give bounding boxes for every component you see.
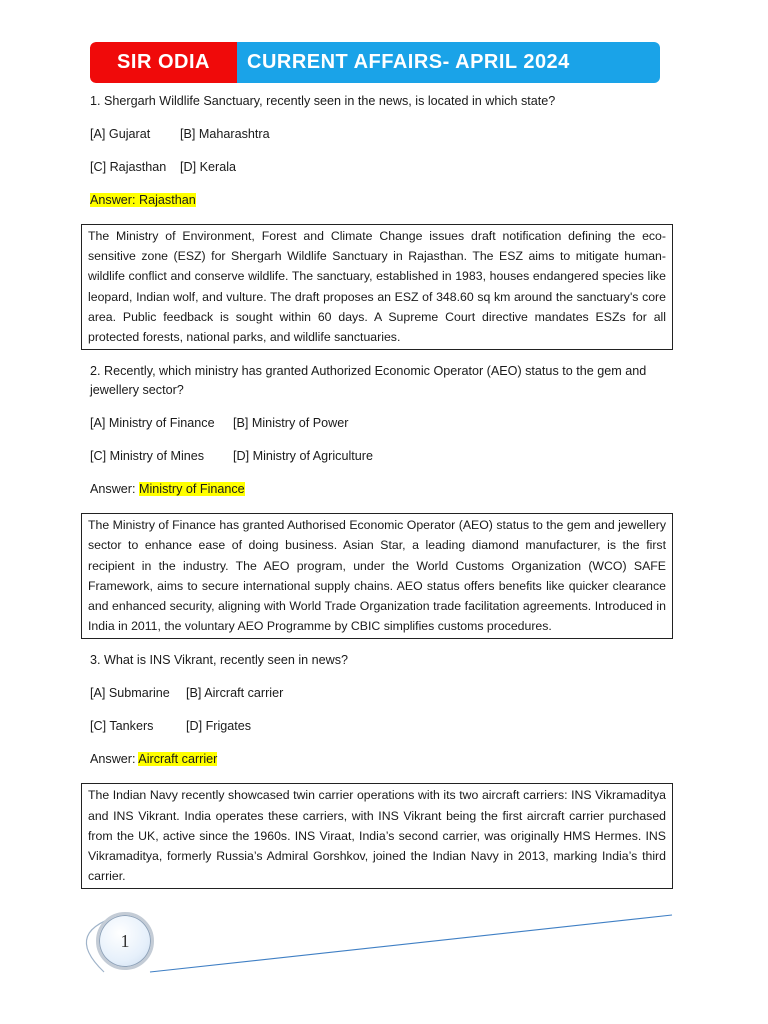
answer-highlight: Aircraft carrier	[138, 752, 218, 767]
answer-line	[90, 480, 686, 499]
answer-highlight: Answer: Rajasthan	[90, 193, 196, 207]
options-row	[90, 717, 686, 736]
question-text: 3. What is INS Vikrant, recently seen in news?	[90, 653, 349, 668]
header-title: CURRENT AFFAIRS- APRIL 2024	[237, 42, 660, 83]
option-a: [A] Gujarat	[90, 127, 151, 141]
option-a: [A] Submarine	[90, 686, 170, 701]
option-d: [D] Frigates	[186, 719, 252, 734]
footer-rule	[150, 915, 672, 972]
brand-label: SIR ODIA	[90, 42, 237, 83]
question-block	[90, 92, 686, 350]
explanation-box: The Indian Navy recently showcased twin carrier operations with its two aircraft carriers: INS Vikramaditya and INS Vikrant. India operates these carriers, with INS Vikrant being the first aircraft carrier purchased from the UK, active since the 1960s. INS Viraat, India’s second carrier, was originally HMS Hermes. INS Vikramaditya, formerly Russia’s Admiral Gorshkov, joined the Indian Navy in 2013, marking India’s third carrier.	[81, 783, 673, 889]
page-number-badge	[96, 912, 154, 970]
question-text: 2. Recently, which ministry has granted Authorized Economic Operator (AEO) status to the gem and jewellery sector?	[90, 364, 647, 398]
options-row	[90, 158, 686, 177]
answer-highlight: Ministry of Finance	[139, 482, 245, 497]
explanation-box: The Ministry of Environment, Forest and Climate Change issues draft notification defining the eco-sensitive zone (ESZ) for Shergarh Wildlife Sanctuary in Rajasthan. The ESZ aims to mitigate human-wildlife conflict and conserve wildlife. The sanctuary, established in 1983, houses endangered species like leopard, Indian wolf, and vulture. The draft proposes an ESZ of 348.60 sq km around the sanctuary's core area. Public feedback is sought within 60 days. A Supreme Court directive mandates ESZs for all protected forests, national parks, and wildlife sanctuaries.	[81, 224, 673, 350]
option-b: [B] Aircraft carrier	[186, 686, 284, 701]
explanation-box: The Ministry of Finance has granted Authorised Economic Operator (AEO) status to the gem and jewellery sector to enhance ease of doing business. Asian Star, a leading diamond manufacturer, is the first recipient in the industry. The AEO program, under the World Customs Organization (WCO) SAFE Framework, aims to secure international supply chains. AEO status offers benefits like quicker clearance and enhanced security, aligning with World Trade Organization trade facilitation agreements. Introduced in India in 2011, the voluntary AEO Programme by CBIC simplifies customs procedures.	[81, 513, 673, 639]
option-c: [C] Rajasthan	[90, 160, 167, 174]
options-row	[90, 447, 686, 466]
option-b: [B] Ministry of Power	[233, 416, 349, 431]
question-block	[90, 362, 686, 639]
answer-prefix: Answer:	[90, 752, 139, 767]
option-c: [C] Ministry of Mines	[90, 449, 205, 464]
option-d: [D] Kerala	[180, 160, 236, 174]
option-a: [A] Ministry of Finance	[90, 416, 215, 431]
question-block	[90, 651, 686, 889]
option-c: [C] Tankers	[90, 719, 154, 734]
option-b: [B] Maharashtra	[180, 127, 270, 141]
options-row	[90, 414, 686, 433]
option-d: [D] Ministry of Agriculture	[233, 449, 373, 464]
question-list	[90, 92, 686, 901]
page-header	[90, 42, 660, 83]
answer-line	[90, 191, 686, 210]
question-text: 1. Shergarh Wildlife Sanctuary, recently seen in the news, is located in which state?	[90, 94, 556, 108]
page-number: 1	[120, 930, 130, 951]
options-row	[90, 684, 686, 703]
answer-prefix: Answer:	[90, 482, 139, 497]
answer-line	[90, 750, 686, 769]
options-row	[90, 125, 686, 144]
